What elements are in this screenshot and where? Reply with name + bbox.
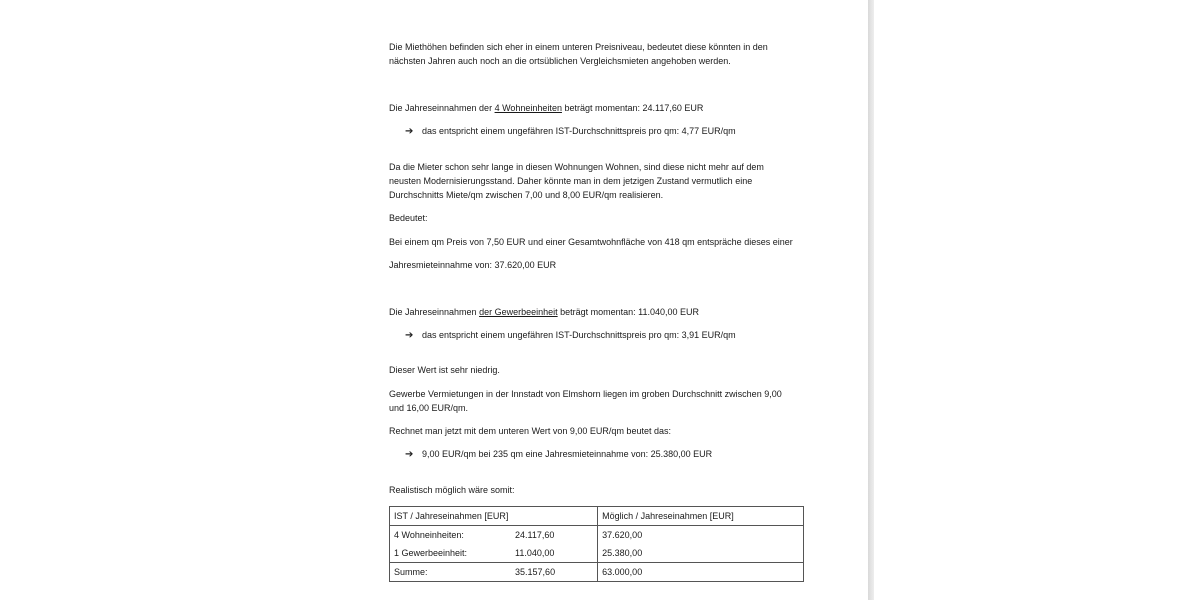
table-row bbox=[390, 544, 804, 563]
arrow-item-1 bbox=[405, 124, 736, 139]
table-header-moeglich: Möglich / Jahreseinahmen [EUR] bbox=[598, 507, 804, 526]
text-line: Die Miethöhen befinden sich eher in einem unteren Preisniveau, bedeutet diese könnten in den bbox=[389, 42, 768, 52]
arrow-right-icon: ➔ bbox=[405, 330, 414, 341]
table-cell-ist: 11.040,00 bbox=[511, 544, 598, 563]
paragraph-miethoehen bbox=[389, 40, 809, 68]
arrow-item-text: das entspricht einem ungefähren IST-Durchschnittspreis pro qm: 3,91 EUR/qm bbox=[422, 330, 736, 340]
text-segment: Die Jahreseinnahmen bbox=[389, 307, 480, 317]
paragraph-mieter bbox=[389, 160, 809, 202]
paragraph-jahresmieteinnahme: Jahresmieteinnahme von: 37.620,00 EUR bbox=[389, 260, 557, 270]
table-cell-label: 4 Wohneinheiten: bbox=[390, 526, 512, 545]
table-row bbox=[390, 526, 804, 545]
text-segment: beträgt momentan: 24.117,60 EUR bbox=[561, 103, 704, 113]
table-cell-sum-ist: 35.157,60 bbox=[511, 563, 598, 582]
arrow-right-icon: ➔ bbox=[405, 449, 414, 460]
table-cell-sum-moeglich: 63.000,00 bbox=[598, 563, 804, 582]
arrow-item-text: das entspricht einem ungefähren IST-Durchschnittspreis pro qm: 4,77 EUR/qm bbox=[422, 126, 736, 136]
table-header-ist: IST / Jahreseinahmen [EUR] bbox=[390, 507, 598, 526]
paragraph-qm-preis: Bei einem qm Preis von 7,50 EUR und einer Gesamtwohnfläche von 418 qm entspräche dieses einer bbox=[389, 237, 793, 247]
table-cell-label: 1 Gewerbeeinheit: bbox=[390, 544, 512, 563]
text-line: Durchschnitts Miete/qm zwischen 7,00 und 8,00 EUR/qm realisieren. bbox=[389, 190, 664, 200]
table-cell-sum-label: Summe: bbox=[390, 563, 512, 582]
text-line: neusten Modernisierungsstand. Daher könnte man in dem jetzigen Zustand vermutlich eine bbox=[389, 176, 753, 186]
arrow-item-text: 9,00 EUR/qm bei 235 qm eine Jahresmieteinnahme von: 25.380,00 EUR bbox=[422, 449, 713, 459]
text-line: und 16,00 EUR/qm. bbox=[389, 403, 469, 413]
arrow-right-icon: ➔ bbox=[405, 126, 414, 137]
paragraph-rechnet-man: Rechnet man jetzt mit dem unteren Wert von 9,00 EUR/qm beutet das: bbox=[389, 426, 671, 436]
workspace-background bbox=[874, 0, 1200, 600]
paragraph-gewerbe-vermietungen bbox=[389, 387, 809, 415]
arrow-item-3 bbox=[405, 447, 712, 462]
paragraph-bedeutet: Bedeutet: bbox=[389, 213, 428, 223]
text-line: Da die Mieter schon sehr lange in diesen Wohnungen Wohnen, sind diese nicht mehr auf dem bbox=[389, 162, 764, 172]
paragraph-realistisch: Realistisch möglich wäre somit: bbox=[389, 485, 515, 495]
text-segment: Die Jahreseinnahmen der bbox=[389, 103, 495, 113]
paragraph-jahreseinnahmen-gewerbe bbox=[389, 305, 809, 319]
table-cell-moeglich: 37.620,00 bbox=[598, 526, 804, 545]
text-line: nächsten Jahren auch noch an die ortsüblichen Vergleichsmieten angehoben werden. bbox=[389, 56, 731, 66]
text-line: Gewerbe Vermietungen in der Innstadt von Elmshorn liegen im groben Durchschnitt zwischen 9,00 bbox=[389, 389, 782, 399]
text-segment: beträgt momentan: 11.040,00 EUR bbox=[557, 307, 700, 317]
table-sum-row bbox=[390, 563, 804, 582]
arrow-item-2 bbox=[405, 328, 736, 343]
underlined-text-gewerbeeinheit: der Gewerbeeinheit bbox=[479, 307, 558, 317]
paragraph-wert-niedrig: Dieser Wert ist sehr niedrig. bbox=[389, 365, 500, 375]
underlined-text-wohneinheiten: 4 Wohneinheiten bbox=[494, 103, 562, 113]
table-cell-moeglich: 25.380,00 bbox=[598, 544, 804, 563]
table-header-row bbox=[390, 507, 804, 526]
paragraph-jahreseinnahmen-wohneinheiten bbox=[389, 101, 809, 115]
summary-table bbox=[389, 506, 804, 582]
table-cell-ist: 24.117,60 bbox=[511, 526, 598, 545]
